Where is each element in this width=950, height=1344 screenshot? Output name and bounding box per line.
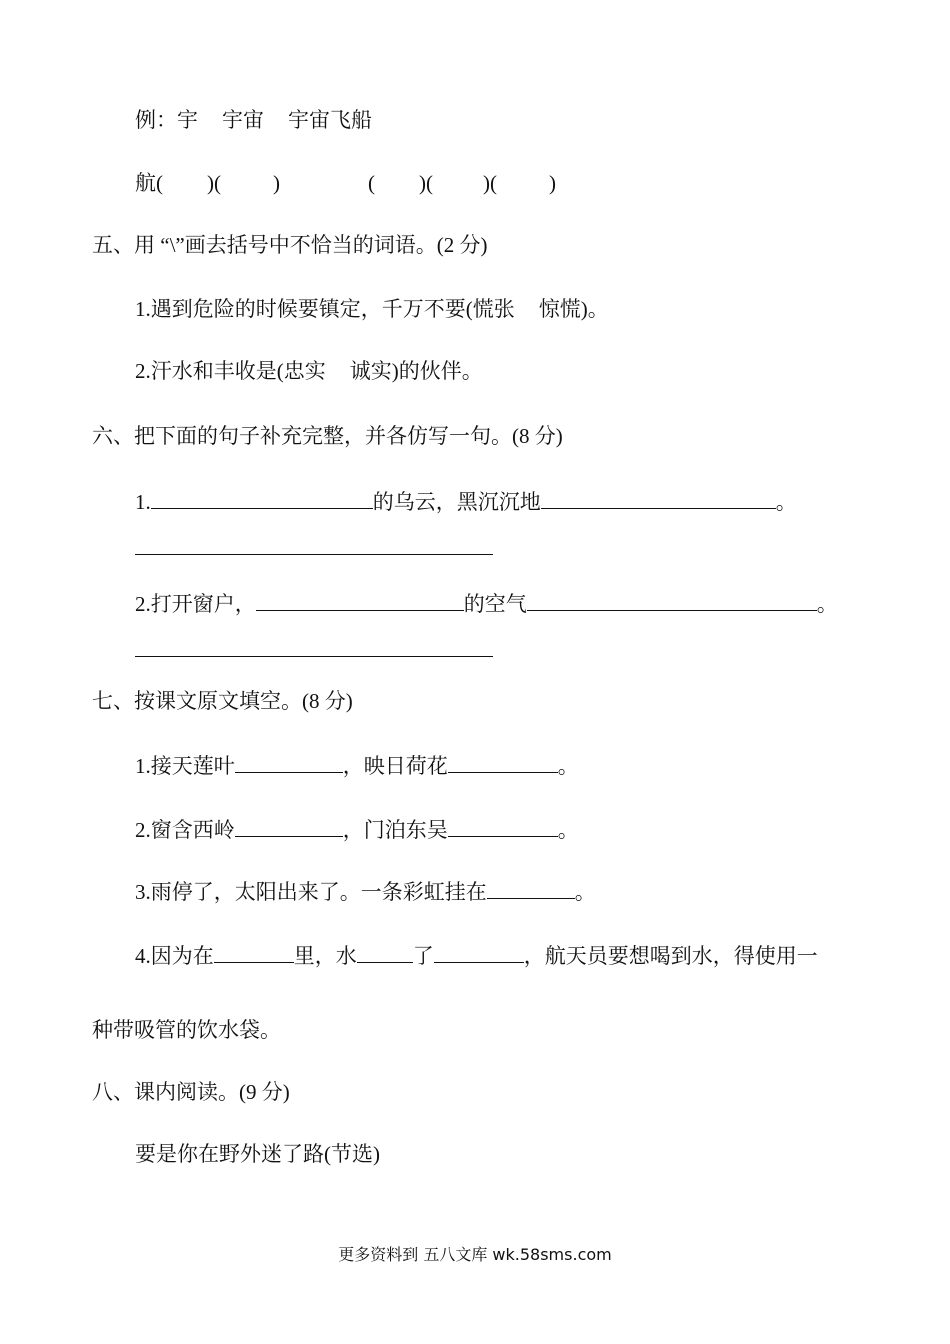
passage-title: 要是你在野外迷了路(节选): [135, 1142, 380, 1166]
example-prefix: 例：: [135, 108, 177, 132]
hang-paren-2: ): [273, 171, 280, 195]
section-7-q4: [135, 940, 818, 970]
section-7-q3: [135, 876, 596, 906]
s5-q2-part-b: 诚实)的伙伴。: [349, 359, 483, 383]
section-8-title: 八、课内阅读。(9 分): [92, 1080, 290, 1104]
example-word-1: 宇: [177, 108, 198, 132]
hang-paren-5: )(: [483, 171, 497, 195]
s6-q1-imitation-line[interactable]: [135, 554, 493, 555]
s7-q3-blank[interactable]: [487, 876, 575, 899]
section-6-title: 六、把下面的句子补充完整，并各仿写一句。(8 分): [92, 424, 563, 448]
s6-q1-mid: 的乌云，黑沉沉地: [372, 490, 541, 514]
s7-q1-c: 。: [557, 754, 579, 778]
example-word-3: 宇宙飞船: [288, 108, 372, 132]
section-5-title: 五、用 “\”画去括号中不恰当的词语。(2 分): [92, 233, 488, 257]
hang-paren-3: (: [368, 171, 375, 195]
hang-paren-1: )(: [207, 171, 221, 195]
section-6-q2: [135, 588, 838, 618]
s7-q2-blank-1[interactable]: [235, 814, 343, 837]
s7-q4-d: ，航天员要想喝到水，得使用一: [523, 944, 818, 968]
s7-q2-b: ，门泊东吴: [342, 818, 448, 842]
s6-q2-start: 2.打开窗户，: [135, 592, 256, 616]
s7-q2-a: 2.窗含西岭: [135, 818, 235, 842]
s6-q1-blank-1[interactable]: [151, 486, 373, 509]
section-5-q1: [135, 295, 609, 323]
s6-q1-num: 1.: [135, 490, 151, 514]
s6-q2-mid: 的空气: [463, 592, 527, 616]
s5-q1-part-a: 1.遇到危险的时候要镇定，千万不要(慌张: [135, 297, 515, 321]
s7-q2-c: 。: [557, 818, 579, 842]
s7-q4-blank-2[interactable]: [357, 940, 413, 963]
s7-q2-blank-2[interactable]: [448, 814, 558, 837]
section-6-q1: [135, 486, 797, 516]
s7-q1-blank-1[interactable]: [235, 750, 343, 773]
hang-paren-4: )(: [419, 171, 433, 195]
hang-line: [135, 169, 556, 197]
section-7-q2: [135, 814, 579, 844]
s7-q4-a: 4.因为在: [135, 944, 214, 968]
hang-paren-6: ): [549, 171, 556, 195]
s6-q2-imitation-line[interactable]: [135, 656, 493, 657]
s7-q4-c: 了: [412, 944, 434, 968]
footer-text: 更多资料到 五八文库 wk.58sms.com: [338, 1245, 612, 1264]
example-word-2: 宇宙: [222, 108, 264, 132]
hang-char: 航(: [135, 171, 163, 195]
s6-q2-end: 。: [816, 592, 838, 616]
section-5-q2: [135, 357, 483, 385]
s6-q2-blank-1[interactable]: [256, 588, 464, 611]
s5-q1-part-b: 惊慌)。: [538, 297, 609, 321]
s7-q1-a: 1.接天莲叶: [135, 754, 235, 778]
s7-q1-b: ，映日荷花: [342, 754, 448, 778]
s7-q4-b: 里，水: [293, 944, 357, 968]
s7-q4-blank-1[interactable]: [214, 940, 294, 963]
section-7-title: 七、按课文原文填空。(8 分): [92, 689, 353, 713]
section-7-q1: [135, 750, 579, 780]
s7-q1-blank-2[interactable]: [448, 750, 558, 773]
s7-q3-b: 。: [574, 880, 596, 904]
section-7-q4-continued: 种带吸管的饮水袋。: [92, 1018, 281, 1042]
s5-q2-part-a: 2.汗水和丰收是(忠实: [135, 359, 326, 383]
example-line: [135, 106, 372, 134]
s7-q4-blank-3[interactable]: [434, 940, 524, 963]
s7-q3-a: 3.雨停了，太阳出来了。一条彩虹挂在: [135, 880, 487, 904]
s6-q1-blank-2[interactable]: [541, 486, 776, 509]
s6-q2-blank-2[interactable]: [527, 588, 817, 611]
s6-q1-end: 。: [775, 490, 797, 514]
